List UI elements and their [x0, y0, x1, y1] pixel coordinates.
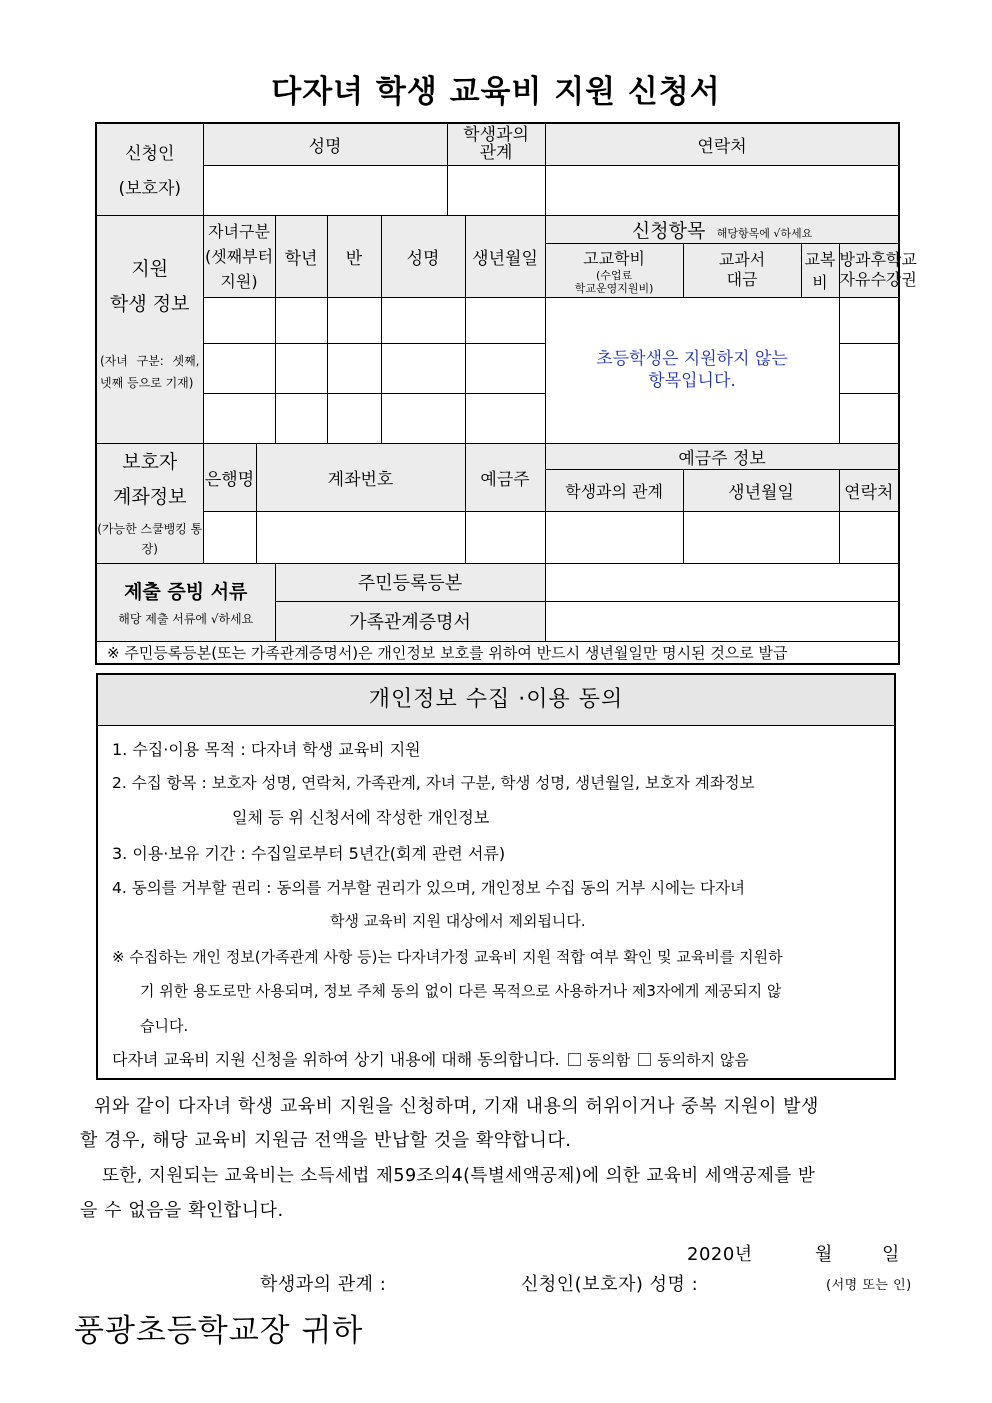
textbook-line2: 대금: [726, 270, 758, 289]
relation-header-line2: 관계: [479, 143, 513, 164]
consent-agree-text: 다자녀 교육비 지원 신청을 위하여 상기 내용에 대해 동의합니다.: [112, 1050, 560, 1069]
consent-item4-line2: 학생 교육비 지원 대상에서 제외됩니다.: [330, 912, 586, 930]
student1-afterschool-field[interactable]: [839, 297, 899, 343]
student3-grade-field[interactable]: [275, 393, 327, 443]
applicant-name-field[interactable]: [203, 165, 447, 215]
consent-title: 개인정보 수집 ·이용 동의: [98, 675, 894, 726]
apply-items-hint: 해당항목에 √하세요: [716, 226, 813, 240]
consent-item3: 3. 이용·보유 기간 : 수집일로부터 5년간(회계 관련 서류): [112, 844, 506, 863]
pledge-line2: 할 경우, 해당 교육비 지원금 전액을 반납할 것을 확약합니다.: [80, 1130, 572, 1151]
doc-family-certificate-check[interactable]: [545, 601, 899, 641]
holder-info-header: 예금주 정보: [545, 443, 899, 469]
uniform-header: 교복비: [801, 243, 839, 297]
disagree-checkbox[interactable]: [638, 1053, 651, 1066]
account-note: (가능한 스쿨뱅킹 통장): [97, 522, 203, 556]
date-year: 2020년: [687, 1244, 753, 1265]
consent-agree-row: [112, 1047, 749, 1070]
disagree-option-label: 동의하지 않음: [657, 1051, 749, 1069]
consent-item1: 1. 수집·이용 목적 : 다자녀 학생 교육비 지원: [112, 740, 421, 759]
application-form-table: [95, 122, 917, 665]
holder-birth-header: 생년월일: [683, 469, 839, 511]
holder-field[interactable]: [465, 511, 545, 563]
child-type-header: [203, 215, 275, 297]
tuition-line3: 학교운영지원비): [574, 281, 654, 295]
sign-hint: (서명 또는 인): [826, 1278, 912, 1293]
applicant-label-line1: 신청인: [125, 144, 175, 165]
holder-birth-field[interactable]: [683, 511, 839, 563]
student2-afterschool-field[interactable]: [839, 343, 899, 393]
consent-item2-line2: 일체 등 위 신청서에 작성한 개인정보: [232, 808, 490, 827]
student-label-line2: 학생 정보: [110, 292, 190, 315]
student1-grade-field[interactable]: [275, 297, 327, 343]
doc-resident-register: 주민등록등본: [275, 563, 545, 601]
afterschool-header: [839, 243, 917, 297]
applicant-relation-field[interactable]: [447, 165, 545, 215]
holder-contact-header: 연락처: [839, 469, 899, 511]
student-label-line1: 지원: [131, 257, 169, 280]
elementary-note-cell: [545, 297, 839, 443]
consent-note-line2: 기 위한 용도로만 사용되며, 정보 주체 동의 없이 다른 목적으로 사용하거나 제3자에게 제공되지 않: [140, 982, 782, 1000]
holder-header: 예금주: [465, 443, 545, 511]
apply-items-label: 신청항목: [631, 219, 706, 242]
documents-notice: ※ 주민등록등본(또는 가족관계증명서)은 개인정보 보호를 위하여 반드시 생년월일만 명시된 것으로 발급: [96, 641, 899, 664]
student2-child-field[interactable]: [203, 343, 275, 393]
class-header: 반: [327, 215, 381, 297]
account-label-line1: 보호자: [122, 451, 178, 473]
pledge-line3: 또한, 지원되는 교육비는 소득세법 제59조의4(특별세액공제)에 의한 교육비 세액공제를 받: [102, 1166, 816, 1186]
applicant-label: [96, 123, 203, 215]
account-number-field[interactable]: [256, 511, 465, 563]
child-type-line2: (셋째부터: [204, 246, 274, 266]
bank-header: 은행명: [203, 443, 256, 511]
holder-relation-field[interactable]: [545, 511, 683, 563]
apply-items-header: [545, 215, 899, 243]
student1-child-field[interactable]: [203, 297, 275, 343]
consent-item4-line1: 4. 동의를 거부할 권리 : 동의를 거부할 권리가 있으며, 개인정보 수집 동의 거부 시에는 다자녀: [112, 879, 745, 897]
tuition-header: [545, 243, 683, 297]
relation-header-line1: 학생과의: [463, 125, 529, 146]
applicant-relation-header: [447, 123, 545, 165]
doc-resident-register-check[interactable]: [545, 563, 899, 601]
page-title: 다자녀 학생 교육비 지원 신청서: [271, 74, 721, 110]
student2-class-field[interactable]: [327, 343, 381, 393]
afterschool-line1: 방과후학교: [839, 250, 917, 269]
student3-child-field[interactable]: [203, 393, 275, 443]
student2-grade-field[interactable]: [275, 343, 327, 393]
afterschool-line2: 자유수강권: [839, 270, 917, 289]
birth-header: 생년월일: [465, 215, 545, 297]
elementary-note-line1: 초등학생은 지원하지 않는: [596, 349, 788, 369]
applicant-name-header: 성명: [203, 123, 447, 165]
consent-item2-line1: 2. 수집 항목 : 보호자 성명, 연락처, 가족관계, 자녀 구분, 학생 성명, 생년월일, 보호자 계좌정보: [112, 774, 755, 792]
student3-birth-field[interactable]: [465, 393, 545, 443]
elementary-note-line2: 항목입니다.: [648, 371, 736, 391]
student-note: (자녀 구분: 셋째, 넷째 등으로 기재): [100, 353, 200, 390]
doc-family-certificate: 가족관계증명서: [275, 601, 545, 641]
relation-label: 학생과의 관계 :: [260, 1274, 387, 1295]
date-month: 월: [815, 1244, 833, 1265]
agree-checkbox[interactable]: [568, 1053, 581, 1066]
student1-class-field[interactable]: [327, 297, 381, 343]
child-type-line1: 자녀구분: [208, 221, 270, 241]
agree-option-label: 동의함: [586, 1051, 631, 1069]
student-name-header: 성명: [381, 215, 465, 297]
student1-name-field[interactable]: [381, 297, 465, 343]
applicant-sign-label: 신청인(보호자) 성명 :: [521, 1274, 699, 1295]
privacy-consent-box: [96, 673, 896, 1080]
documents-label: [96, 563, 275, 641]
student3-class-field[interactable]: [327, 393, 381, 443]
child-type-line3: 지원): [220, 271, 258, 291]
consent-note-line1: ※ 수집하는 개인 정보(가족관계 사항 등)는 다자녀가정 교육비 지원 적합 여부 확인 및 교육비를 지원하: [112, 948, 783, 966]
student2-birth-field[interactable]: [465, 343, 545, 393]
date-day: 일: [882, 1244, 900, 1265]
tuition-line1: 고교학비: [583, 248, 645, 268]
applicant-contact-field[interactable]: [545, 165, 899, 215]
pledge-line1: 위와 같이 다자녀 학생 교육비 지원을 신청하며, 기재 내용의 허위이거나 중복 지원이 발생: [94, 1096, 819, 1117]
documents-title: 제출 증빙 서류: [124, 581, 248, 603]
student1-birth-field[interactable]: [465, 297, 545, 343]
student-info-label: [96, 215, 203, 443]
textbook-header: [683, 243, 801, 297]
textbook-line1: 교과서: [718, 250, 766, 269]
student2-name-field[interactable]: [381, 343, 465, 393]
consent-note-line3: 습니다.: [140, 1017, 189, 1035]
student3-name-field[interactable]: [381, 393, 465, 443]
bank-field[interactable]: [203, 511, 256, 563]
applicant-contact-header: 연락처: [545, 123, 899, 165]
account-number-header: 계좌번호: [256, 443, 465, 511]
holder-relation-header: 학생과의 관계: [545, 469, 683, 511]
applicant-label-line2: (보호자): [118, 179, 182, 200]
documents-hint: 해당 제출 서류에 √하세요: [118, 612, 254, 626]
grade-header: 학년: [275, 215, 327, 297]
student3-afterschool-field[interactable]: [839, 393, 899, 443]
pledge-line4: 을 수 없음을 확인합니다.: [80, 1200, 284, 1221]
holder-contact-field[interactable]: [839, 511, 899, 563]
account-label-line2: 계좌정보: [113, 486, 187, 508]
tuition-line2: (수업료: [595, 268, 633, 282]
addressee: 풍광초등학교장 귀하: [74, 1313, 364, 1349]
account-label: [96, 443, 203, 563]
